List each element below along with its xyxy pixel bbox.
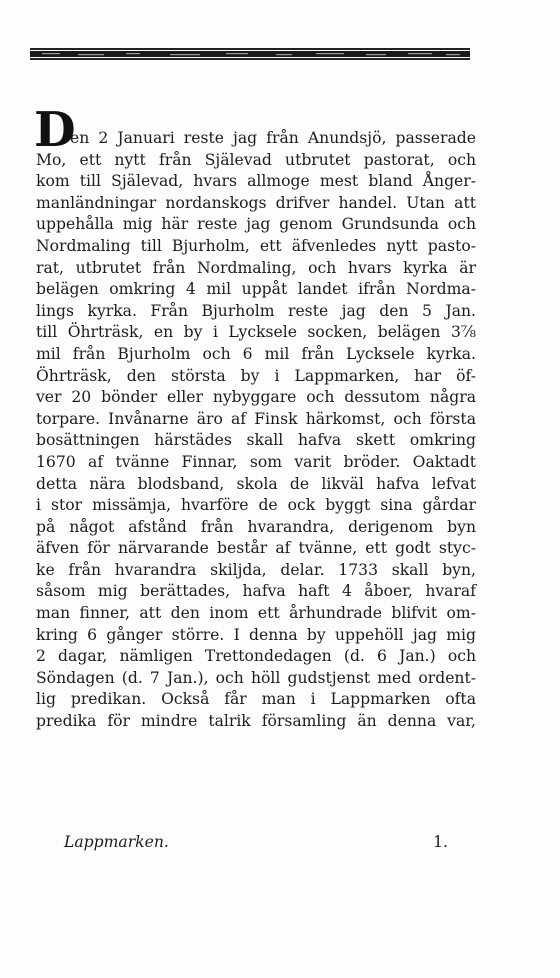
text-line: på något afstånd från hvarandra, derigenom byn bbox=[36, 517, 476, 536]
text-line-1 bbox=[34, 102, 476, 158]
text-line: ver 20 bönder eller nybyggare och dessutom några bbox=[36, 388, 476, 407]
text-line: uppehålla mig här reste jag genom Grundsunda och bbox=[36, 215, 476, 234]
text-line: rat, utbrutet från Nordmaling, och hvars kyrka är bbox=[36, 258, 476, 277]
text-line: såsom mig berättades, hafva haft 4 åboer, hvaraf bbox=[36, 582, 476, 601]
text-line: Mo, ett nytt från Själevad utbrutet pastorat, och bbox=[36, 150, 476, 169]
text-line: Söndagen (d. 7 Jan.), och höll gudstjenst med ordent- bbox=[36, 668, 476, 687]
text-line: 1670 af tvänne Finnar, som varit bröder. Oaktadt bbox=[36, 452, 476, 471]
text-line: kring 6 gånger större. I denna by uppehöll jag mig bbox=[36, 625, 476, 644]
text-line: till Öhrträsk, en by i Lycksele socken, belägen 3⅞ bbox=[36, 323, 476, 342]
text-line: äfven för närvarande består af tvänne, ett godt styc- bbox=[36, 539, 476, 558]
page-footer bbox=[64, 833, 448, 857]
text-line: mil från Bjurholm och 6 mil från Lycksele kyrka. bbox=[36, 344, 476, 363]
text-line: lings kyrka. Från Bjurholm reste jag den 5 Jan. bbox=[36, 301, 476, 320]
first-line-text: en 2 Januari reste jag från Anundsjö, passerade bbox=[70, 129, 476, 147]
text-line: torpare. Invånarne äro af Finsk härkomst, och första bbox=[36, 409, 476, 428]
text-line: Öhrträsk, den största by i Lappmarken, har öf- bbox=[36, 366, 476, 385]
body-text bbox=[34, 102, 476, 733]
text-line: 2 dagar, nämligen Trettondedagen (d. 6 Jan.) och bbox=[36, 647, 476, 666]
text-line: man finner, att den inom ett århundrade blifvit om- bbox=[36, 604, 476, 623]
text-line: detta nära blodsband, skola de likväl hafva lefvat bbox=[36, 474, 476, 493]
text-line: kom till Själevad, hvars allmoge mest bland Ånger- bbox=[36, 172, 476, 191]
text-line: Nordmaling till Bjurholm, ett äfvenledes nytt pasto- bbox=[36, 236, 476, 255]
text-line: i stor missämja, hvarföre de ock byggt sina gårdar bbox=[36, 496, 476, 515]
drop-cap: D bbox=[34, 102, 76, 158]
signature-mark: 1. bbox=[433, 833, 448, 851]
text-line: lig predikan. Också får man i Lappmarken ofta bbox=[36, 690, 476, 709]
text-line: manländningar nordanskogs drifver handel. Utan att bbox=[36, 193, 476, 212]
text-line: bosättningen härstädes skall hafva skett omkring bbox=[36, 431, 476, 450]
text-line: belägen omkring 4 mil uppåt landet ifrån Nordma- bbox=[36, 280, 476, 299]
ornamental-header-rule bbox=[30, 44, 470, 64]
text-line: ke från hvarandra skiljda, delar. 1733 skall byn, bbox=[36, 560, 476, 579]
catchword: Lappmarken. bbox=[64, 833, 169, 851]
text-line: predika för mindre talrik församling än denna var, bbox=[36, 712, 476, 731]
